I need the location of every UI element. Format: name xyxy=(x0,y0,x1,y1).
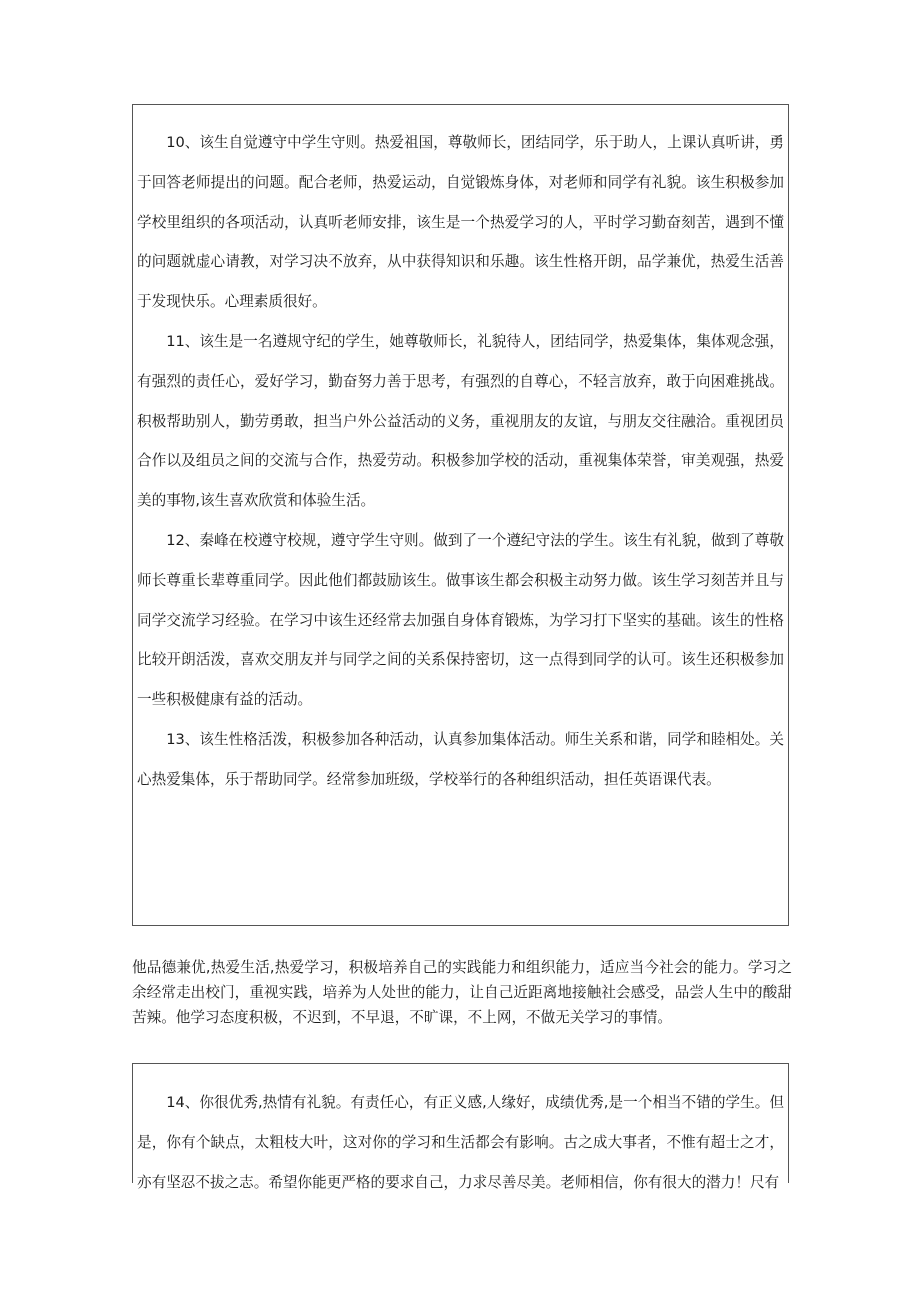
comment-paragraph-13: 13、该生性格活泼，积极参加各种活动，认真参加集体活动。师生关系和谐，同学和睦相处。关心热爱集体，乐于帮助同学。经常参加班级，学校举行的各种组织活动，担任英语课代表。 xyxy=(137,730,784,788)
comment-paragraph-10: 10、该生自觉遵守中学生守则。热爱祖国，尊敬师长，团结同学，乐于助人，上课认真听讲，勇于回答老师提出的问题。配合老师，热爱运动，自觉锻炼身体，对老师和同学有礼貌。该生积极参加学校里组织的各项活动，认真听老师安排，该生是一个热爱学习的人，平时学习勤奋刻苦，遇到不懂的问题就虚心请教，对学习决不放弃，从中获得知识和乐趣。该生性格开朗，品学兼优，热爱生活善于发现快乐。心理素质很好。 xyxy=(137,134,784,311)
comment-box-2 xyxy=(132,1063,789,1191)
comment-paragraph-11: 11、该生是一名遵规守纪的学生，她尊敬师长，礼貌待人，团结同学，热爱集体，集体观念强，有强烈的责任心，爱好学习，勤奋努力善于思考，有强烈的自尊心，不轻言放弃，敢于向困难挑战。积极帮助别人，勤劳勇敢，担当户外公益活动的义务，重视朋友的友谊，与朋友交往融洽。重视团员合作以及组员之间的交流与合作，热爱劳动。积极参加学校的活动，重视集体荣誉，审美观强，热爱美的事物,该生喜欢欣赏和体验生活。 xyxy=(137,332,784,510)
comment-paragraph-14: 14、你很优秀,热情有礼貌。有责任心，有正义感,人缘好，成绩优秀,是一个相当不错的学生。但是，你有个缺点，太粗枝大叶，这对你的学习和生活都会有影响。古之成大事者，不惟有超士之才，亦有坚忍不拔之志。希望你能更严格的要求自己，力求尽善尽美。老师相信，你有很大的潜力！尺有 xyxy=(137,1094,784,1191)
interstitial-paragraph: 他品德兼优,热爱生活,热爱学习，积极培养自己的实践能力和组织能力，适应当今社会的能力。学习之余经常走出校门，重视实践，培养为人处世的能力，让自己近距离地接触社会感受，品尝人生中的酸甜苦辣。他学习态度积极，不迟到，不早退，不旷课，不上网，不做无关学习的事情。 xyxy=(132,959,792,1026)
comment-box-1 xyxy=(132,104,789,926)
comment-paragraph-12: 12、秦峰在校遵守校规，遵守学生守则。做到了一个遵纪守法的学生。该生有礼貌，做到了尊敬师长尊重长辈尊重同学。因此他们都鼓励该生。做事该生都会积极主动努力做。该生学习刻苦并且与同学交流学习经验。在学习中该生还经常去加强自身体育锻炼，为学习打下坚实的基础。该生的性格比较开朗活泼，喜欢交朋友并与同学之间的关系保持密切，这一点得到同学的认可。该生还积极参加一些积极健康有益的活动。 xyxy=(137,531,784,709)
